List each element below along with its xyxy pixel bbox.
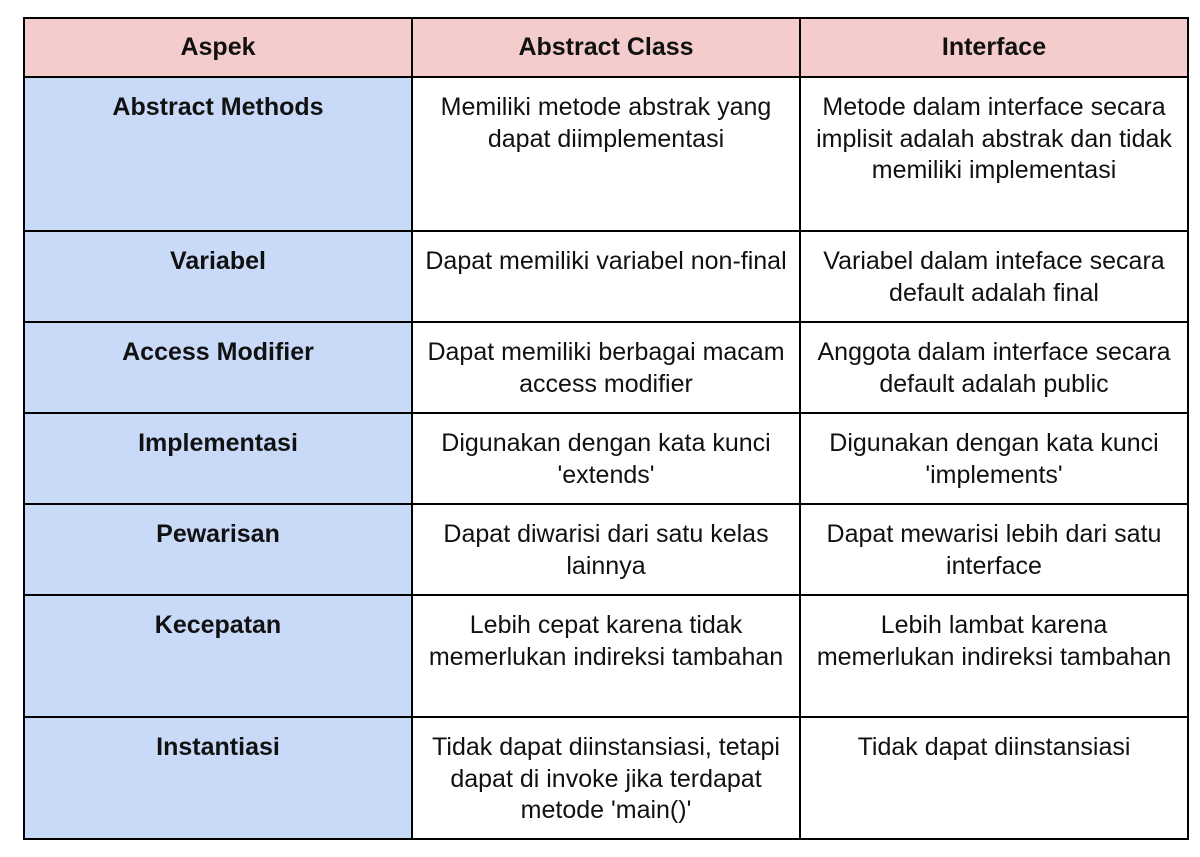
interface-cell: Dapat mewarisi lebih dari satu interface bbox=[800, 504, 1188, 595]
abstract-class-cell: Memiliki metode abstrak yang dapat diimplementasi bbox=[412, 77, 800, 231]
interface-cell: Variabel dalam inteface secara default adalah final bbox=[800, 231, 1188, 322]
comparison-table bbox=[23, 17, 1189, 840]
table-row bbox=[24, 504, 1188, 595]
abstract-class-cell: Lebih cepat karena tidak memerlukan indireksi tambahan bbox=[412, 595, 800, 717]
interface-cell: Digunakan dengan kata kunci 'implements' bbox=[800, 413, 1188, 504]
interface-cell: Metode dalam interface secara implisit adalah abstrak dan tidak memiliki implementasi bbox=[800, 77, 1188, 231]
abstract-class-cell: Digunakan dengan kata kunci 'extends' bbox=[412, 413, 800, 504]
aspect-cell: Instantiasi bbox=[24, 717, 412, 839]
table-row bbox=[24, 595, 1188, 717]
table-row bbox=[24, 413, 1188, 504]
aspect-cell: Kecepatan bbox=[24, 595, 412, 717]
aspect-cell: Pewarisan bbox=[24, 504, 412, 595]
abstract-class-cell: Tidak dapat diinstansiasi, tetapi dapat di invoke jika terdapat metode 'main()' bbox=[412, 717, 800, 839]
aspect-cell: Access Modifier bbox=[24, 322, 412, 413]
aspect-cell: Variabel bbox=[24, 231, 412, 322]
abstract-class-cell: Dapat memiliki berbagai macam access modifier bbox=[412, 322, 800, 413]
header-interface: Interface bbox=[800, 18, 1188, 77]
comparison-table-wrapper bbox=[23, 17, 1189, 840]
aspect-cell: Implementasi bbox=[24, 413, 412, 504]
table-row bbox=[24, 322, 1188, 413]
interface-cell: Tidak dapat diinstansiasi bbox=[800, 717, 1188, 839]
header-row bbox=[24, 18, 1188, 77]
interface-cell: Anggota dalam interface secara default adalah public bbox=[800, 322, 1188, 413]
abstract-class-cell: Dapat memiliki variabel non-final bbox=[412, 231, 800, 322]
table-row bbox=[24, 717, 1188, 839]
interface-cell: Lebih lambat karena memerlukan indireksi tambahan bbox=[800, 595, 1188, 717]
table-row bbox=[24, 77, 1188, 231]
header-abstract-class: Abstract Class bbox=[412, 18, 800, 77]
abstract-class-cell: Dapat diwarisi dari satu kelas lainnya bbox=[412, 504, 800, 595]
aspect-cell: Abstract Methods bbox=[24, 77, 412, 231]
table-row bbox=[24, 231, 1188, 322]
header-aspek: Aspek bbox=[24, 18, 412, 77]
